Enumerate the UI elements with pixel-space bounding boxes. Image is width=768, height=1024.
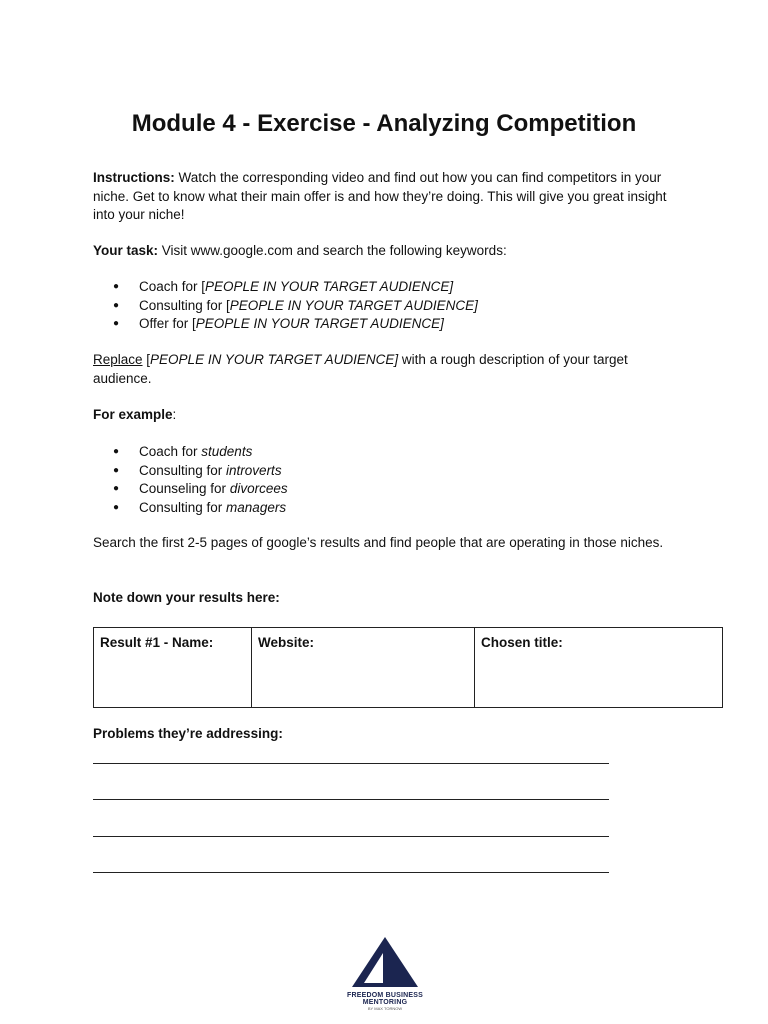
example-list [113,443,288,517]
list-item [113,443,288,462]
task-label: Your task: [93,243,159,258]
instructions-paragraph [93,169,683,225]
example-audience: managers [226,499,287,515]
keyword-prefix: Consulting for [ [139,297,230,313]
task-text: Visit www.google.com and search the following keywords: [158,243,507,258]
results-table [93,627,723,708]
list-item [113,315,478,334]
keyword-prefix: Coach for [ [139,279,206,294]
example-prefix: Consulting for [139,462,227,478]
answer-line[interactable] [93,836,609,837]
instructions-text: Watch the corresponding video and find out how you can find competitors in your niche. Get to know what their main offer is and how they’re doing. This will give you great insight into your niche! [93,170,667,222]
example-colon: : [172,407,177,422]
chosen-title-cell[interactable]: Chosen title: [475,628,723,708]
keyword-list [113,278,478,334]
replace-paragraph [93,351,683,388]
example-audience: introverts [226,462,282,478]
example-prefix: Counseling for [139,481,230,496]
example-prefix: Coach for [139,444,202,459]
answer-line[interactable] [93,872,609,873]
keyword-audience: PEOPLE IN YOUR TARGET AUDIENCE] [229,297,478,313]
logo-name: FREEDOM BUSINESS MENTORING [347,992,423,1006]
keyword-audience: PEOPLE IN YOUR TARGET AUDIENCE] [195,316,444,331]
list-item [113,278,478,297]
answer-line[interactable] [93,763,609,764]
problems-label: Problems they’re addressing: [93,726,283,741]
list-item [113,462,288,481]
instructions-label: Instructions: [93,170,175,185]
list-item [113,480,288,499]
result-name-cell[interactable]: Result #1 - Name: [94,628,252,708]
replace-bracket: [ [142,352,151,367]
logo-subtitle: BY MAX TORNOW [367,1006,403,1011]
example-prefix: Consulting for [139,499,227,515]
example-audience: divorcees [229,481,288,496]
website-cell[interactable]: Website: [252,628,475,708]
task-paragraph [93,242,683,261]
replace-word: Replace [93,352,143,367]
replace-audience: PEOPLE IN YOUR TARGET AUDIENCE] [150,352,399,367]
example-heading [93,406,683,425]
example-audience: students [201,444,253,459]
table-row [94,628,723,708]
brand-logo [330,935,440,1015]
list-item [113,297,478,316]
replace-rest: with a rough description of your target audience. [93,352,628,386]
sail-triangle-icon [350,935,420,989]
note-label: Note down your results here: [93,590,280,605]
page-title: Module 4 - Exercise - Analyzing Competition [131,110,637,137]
example-label: For example [93,407,173,422]
answer-line[interactable] [93,799,609,800]
keyword-audience: PEOPLE IN YOUR TARGET AUDIENCE] [205,279,454,294]
list-item [113,499,288,518]
search-paragraph: Search the first 2-5 pages of google’s results and find people that are operating in those niches. [93,535,664,550]
keyword-prefix: Offer for [ [139,316,196,331]
